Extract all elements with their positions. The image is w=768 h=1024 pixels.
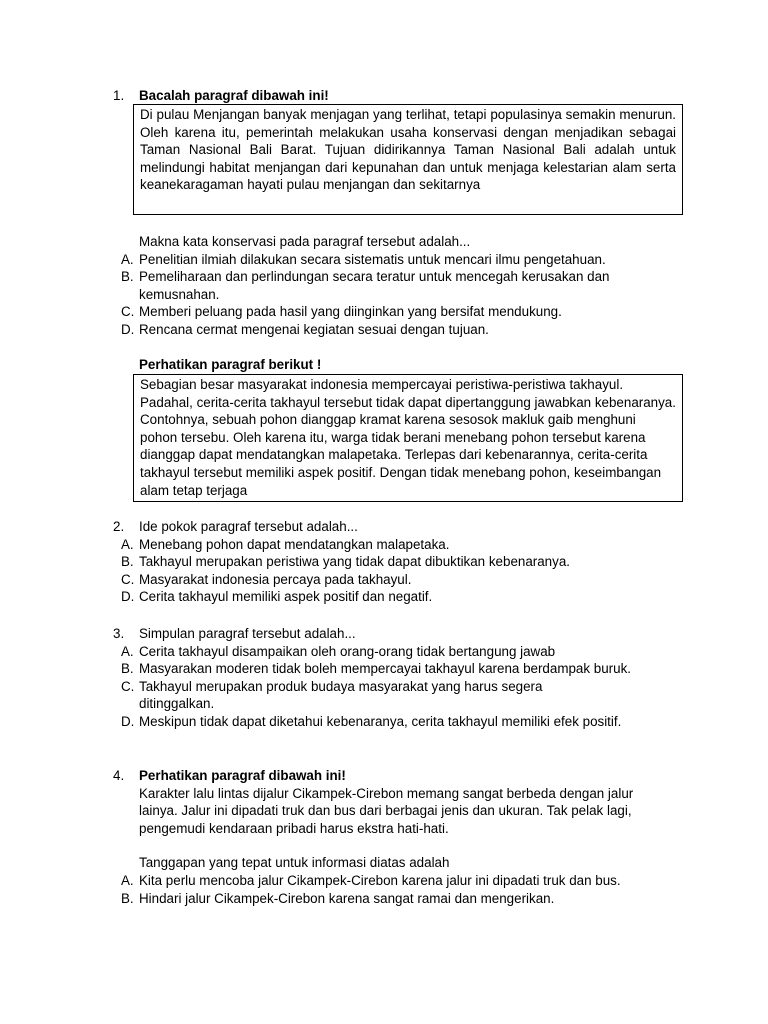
question-3-body [121,625,699,731]
question-2-option-b[interactable]: B. Takhayul merupakan peristiwa yang tidak dapat dibuktikan kebenaranya. [121,554,570,570]
question-2-option-a[interactable]: A. Menebang pohon dapat mendatangkan malapetaka. [121,536,450,552]
question-2-text: Ide pokok paragraf tersebut adalah... [139,519,358,534]
question-1-option-b[interactable]: B. Pemeliharaan dan perlindungan secara teratur untuk mencegah kerusakan dan kemusnahan. [121,269,610,302]
question-4-number: 4. [113,768,125,783]
question-4-heading: Perhatikan paragraf dibawah ini! [139,768,346,783]
question-2-option-d[interactable]: D. Cerita takhayul memiliki aspek positif dan negatif. [121,589,433,605]
question-3-number: 3. [113,626,125,641]
question-3-text: Simpulan paragraf tersebut adalah... [139,626,356,641]
question-2-body [121,518,699,606]
passage-box-1: Di pulau Menjangan banyak menjagan yang terlihat, tetapi populasinya semakin menurun. Oleh karena itu, pemerintah melakukan usaha konservasi dengan menjadikan sebagai Taman Nasional Bali Barat. Tujuan didirikannya Taman Nasional Bali adalah untuk melindungi habitat menjangan dari kepunahan dan untuk menjaga kelestarian alam serta keanekaragaman hayati pulau menjangan dan sekitarnya [133,104,683,215]
question-3-option-d[interactable]: D. Meskipun tidak dapat diketahui kebenaranya, cerita takhayul memiliki efek positif. [121,713,622,729]
question-1-option-d[interactable]: D. Rencana cermat mengenai kegiatan sesuai dengan tujuan. [121,321,489,337]
passage-box-2: Sebagian besar masyarakat indonesia mempercayai peristiwa-peristiwa takhayul. Padahal, cerita-cerita takhayul tersebut tidak dapat dipertanggung jawabkan kebenaranya. Contohnya, sebuah pohon dianggap kramat karena sesosok makluk gaib menghuni pohon tersebu. Oleh karena itu, warga tidak berani menebang pohon tersebut karena dianggap dapat mendatangkan malapetaka. Terlepas dari kebenarannya, cerita-cerita takhayul tersebut memiliki aspek positif. Dengan tidak menebang pohon, keseimbangan alam tetap terjaga [133,374,683,502]
question-1-option-c[interactable]: C. Memberi peluang pada hasil yang diinginkan yang bersifat mendukung. [121,304,562,320]
question-4-passage: Karakter lalu lintas dijalur Cikampek-Cirebon memang sangat berbeda dengan jalur lainya. Jalur ini dipadati truk dan bus dari berbagai jenis dan ukuran. Tak pelak lagi, pengemudi kendaraan pribadi harus ekstra hati-hati. [139,785,634,836]
question-2-option-c[interactable]: C. Masyarakat indonesia percaya pada takhayul. [121,571,412,587]
question-1-option-a[interactable]: A. Penelitian ilmiah dilakukan secara sistematis untuk mencari ilmu pengetahuan. [121,251,606,267]
question-2-number: 2. [113,519,125,534]
question-1-text: Makna kata konservasi pada paragraf tersebut adalah... [139,234,471,249]
question-4-body [121,767,667,907]
question-3-option-c[interactable]: C. Takhayul merupakan produk budaya masyarakat yang harus segera ditinggalkan. [121,678,543,712]
question-1-number: 1. [113,88,125,103]
question-1-heading: Bacalah paragraf dibawah ini! [139,88,329,103]
question-3-option-a[interactable]: A. Cerita takhayul disampaikan oleh orang-orang tidak bertangung jawab [121,643,556,659]
question-3-option-b[interactable]: B. Masyarakan moderen tidak boleh mempercayai takhayul karena berdampak buruk. [121,661,631,677]
shared-passage-heading: Perhatikan paragraf berikut ! [139,357,322,372]
question-4-text: Tanggapan yang tepat untuk informasi diatas adalah [139,855,450,871]
question-4-option-b[interactable]: B. Hindari jalur Cikampek-Cirebon karena sangat ramai dan mengerikan. [121,890,555,906]
question-4-option-a[interactable]: A. Kita perlu mencoba jalur Cikampek-Cirebon karena jalur ini dipadati truk dan bus. [121,872,621,888]
question-1-body [121,233,699,339]
